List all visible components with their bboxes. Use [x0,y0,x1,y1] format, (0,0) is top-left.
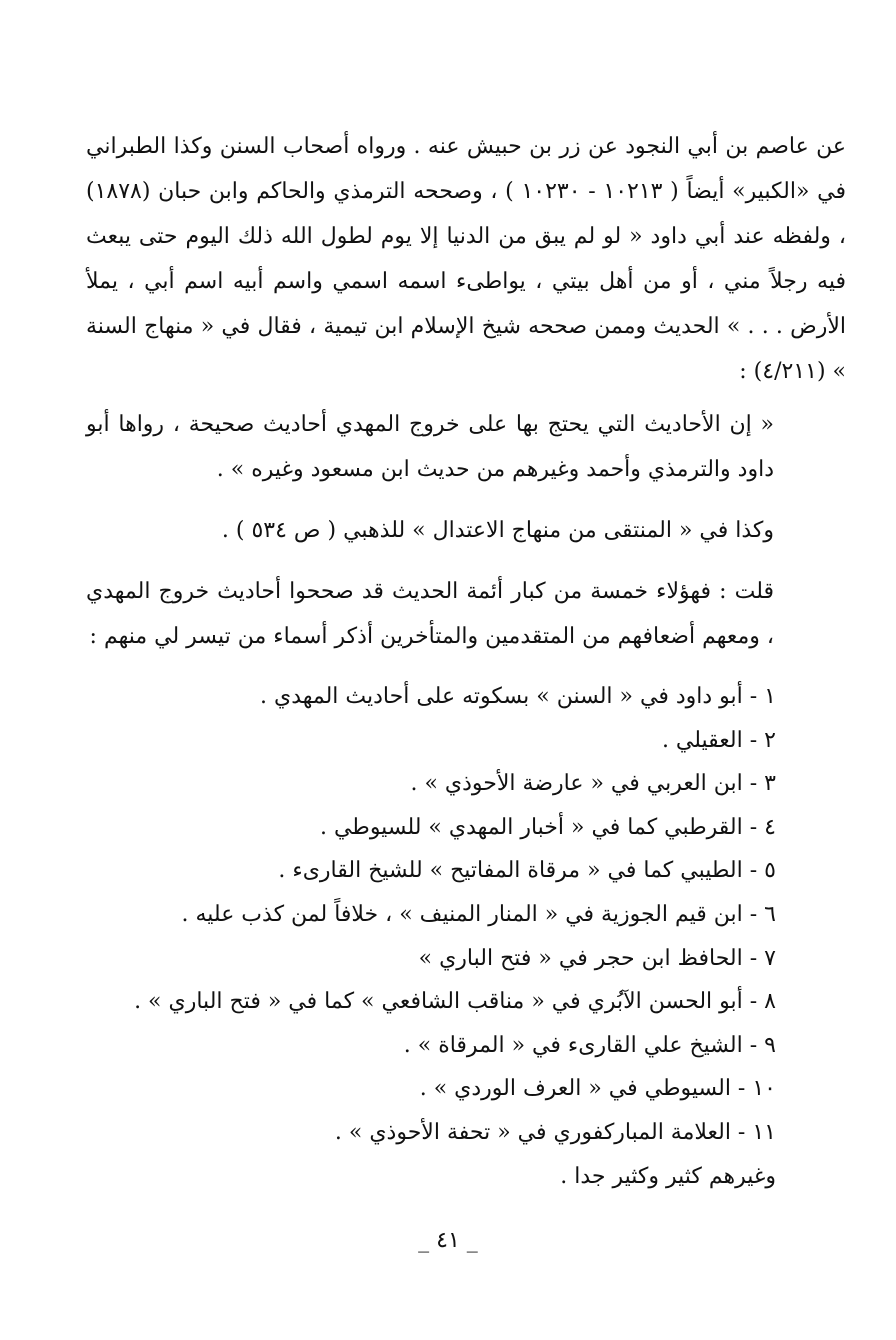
page-body [86,124,846,1198]
list-item: ٣ - ابن العربي في « عارضة الأحوذي » . [410,771,776,797]
list-item: ٨ - أبو الحسن الآبُري في « مناقب الشافعي » كما في « فتح الباري » . [134,989,776,1015]
list-item: ١٠ - السيوطي في « العرف الوردي » . [419,1076,776,1102]
list-item: ٥ - الطيبي كما في « مرقاة المفاتيح » للشيخ القارىء . [278,858,776,884]
closing-line: وغيرهم كثير وكثير جدا . [560,1163,776,1189]
list-item: ٧ - الحافظ ابن حجر في « فتح الباري » [418,945,776,971]
list-item: ١ - أبو داود في « السنن » بسكوته على أحاديث المهدي . [259,684,776,709]
list-item: ٩ - الشيخ علي القارىء في « المرقاة » . [403,1032,776,1058]
list-item: ٢ - العقيلي . [661,727,776,753]
paragraph-scholars-intro: قلت : فهؤلاء خمسة من كبار أئمة الحديث قد صححوا أحاديث خروج المهدي ، ومعهم أضعافهم من المتقدمين والمتأخرين أذكر أسماء من تيسر لي منهم : [86,579,774,649]
page-number: _ ٤١ _ [418,1228,478,1253]
paragraph-ibn-taymiyyah-quote: « إن الأحاديث التي يحتج بها على خروج المهدي أحاديث صحيحة ، رواها أبو داود والترمذي وأحمد وغيرهم من حديث ابن مسعود وغيره » . [86,412,774,482]
list-item: ٤ - القرطبي كما في « أخبار المهدي » للسيوطي . [319,814,776,840]
paragraph-dhahabi-reference: وكذا في « المنتقى من منهاج الاعتدال » للذهبي ( ص ٥٣٤ ) . [221,518,774,543]
list-item: ١١ - العلامة المباركفوري في « تحفة الأحوذي » . [334,1119,776,1145]
list-item: ٦ - ابن قيم الجوزية في « المنار المنيف » ، خلافاً لمن كذب عليه . [181,901,776,927]
scholars-list [86,675,846,1198]
paragraph-hadith-sources: عن عاصم بن أبي النجود عن زر بن حبيش عنه . ورواه أصحاب السنن وكذا الطبراني في «الكبير» أيضاً ( ١٠٢١٣ - ١٠٢٣٠ ) ، وصححه الترمذي والحاكم وابن حبان (١٨٧٨) ، ولفظه عند أبي داود « لو لم يبق من الدنيا إلا يوم لطول الله ذلك اليوم حتى يبعث فيه رجلاً مني ، أو من أهل بيتي ، يواطىء اسمه اسمي واسم أبيه اسم أبي ، يملأ الأرض . . . » الحديث وممن صححه شيخ الإسلام ابن تيمية ، فقال في « منهاج السنة » (٤/٢١١) : [86,134,847,384]
